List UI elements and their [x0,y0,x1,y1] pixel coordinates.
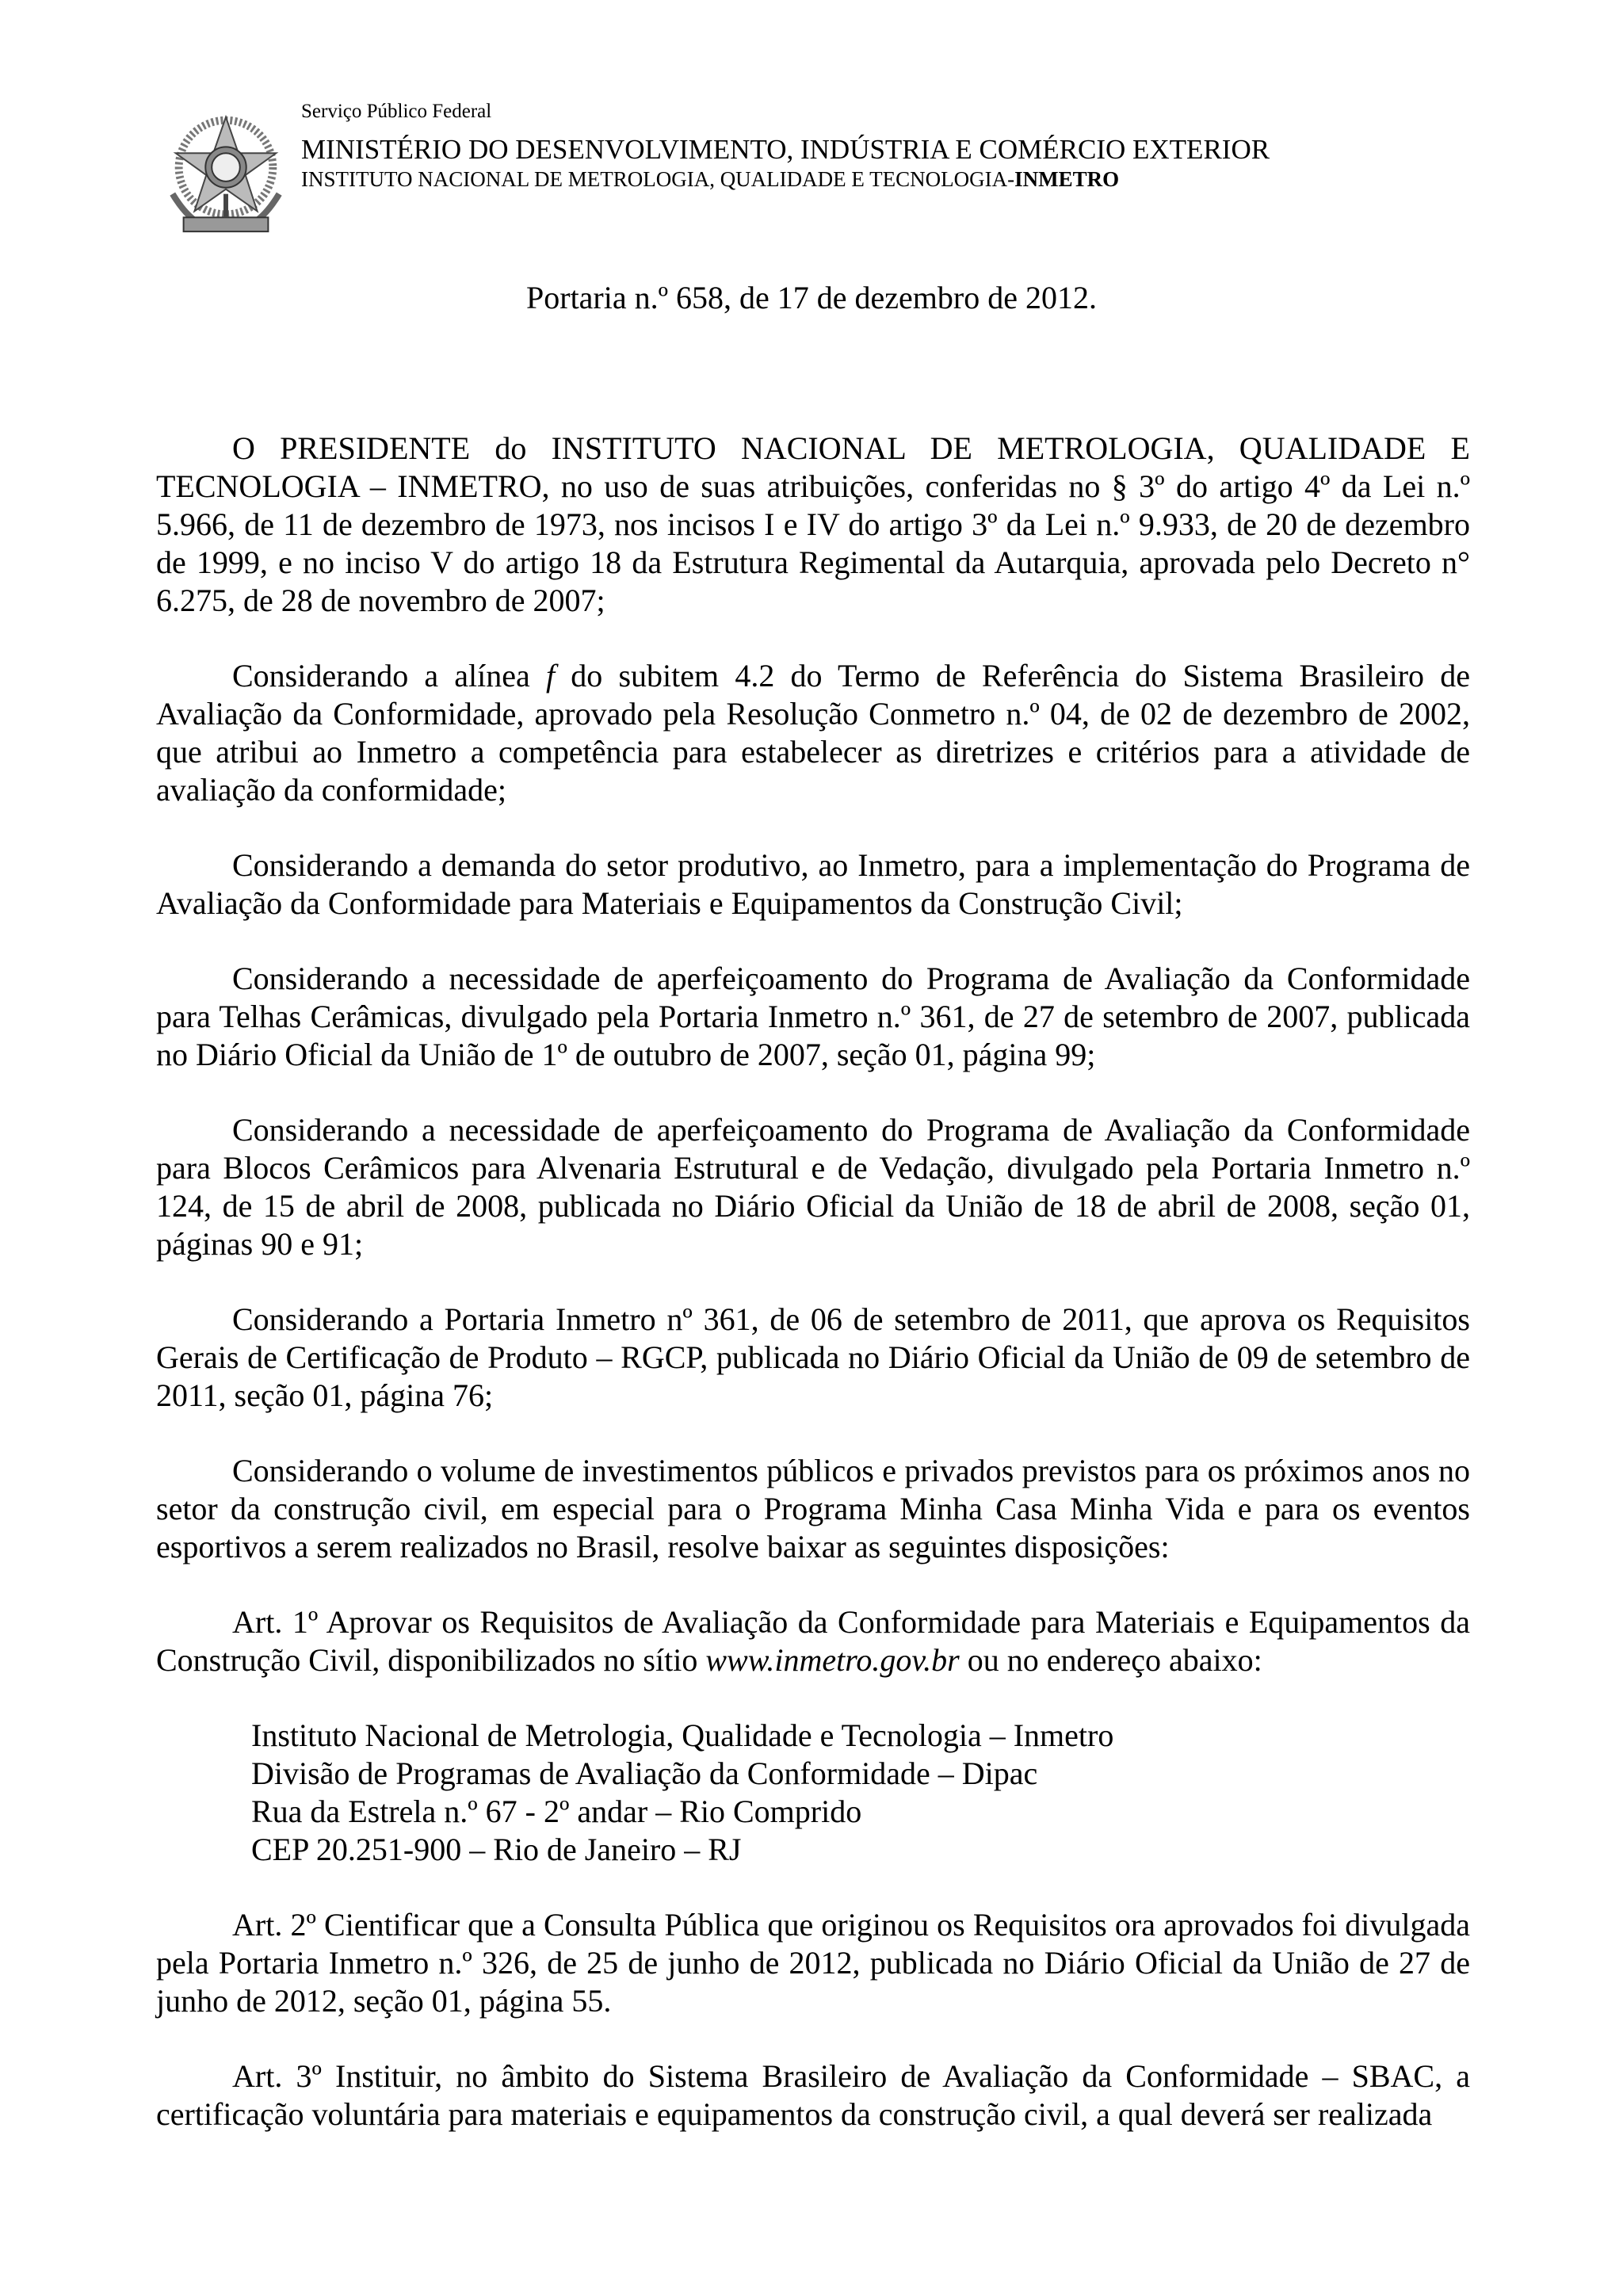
address-line: CEP 20.251-900 – Rio de Janeiro – RJ [251,1832,742,1867]
institute-acronym: INMETRO [1014,167,1120,191]
service-label: Serviço Público Federal [301,101,492,122]
ministry-name: MINISTÉRIO DO DESENVOLVIMENTO, INDÚSTRIA E COMÉRCIO EXTERIOR [301,134,1270,165]
paragraph-considering-3: Considerando a necessidade de aperfeiçoamento do Programa de Avaliação da Conformidade para Telhas Cerâmicas, divulgado pela Portaria Inmetro n.º 361, de 27 de setembro de 2007, publicada no Diário Oficial da União de 1º de outubro de 2007, seção 01, página 99; [156,961,1470,1072]
document-body [156,430,1470,2171]
paragraph-preamble: O PRESIDENTE do INSTITUTO NACIONAL DE METROLOGIA, QUALIDADE E TECNOLOGIA – INMETRO, no uso de suas atribuições, conferidas no § 3º do artigo 4º da Lei n.º 5.966, de 11 de dezembro de 1973, nos incisos I e IV do artigo 3º da Lei n.º 9.933, de 20 de dezembro de 1999, e no inciso V do artigo 18 da Estrutura Regimental da Autarquia, aprovada pelo Decreto n° 6.275, de 28 de novembro de 2007; [156,430,1470,618]
address-line: Rua da Estrela n.º 67 - 2º andar – Rio Comprido [251,1794,862,1829]
paragraph-article-1 [156,1603,1470,1679]
paragraph-considering-1 [156,657,1470,809]
paragraph-considering-2: Considerando a demanda do setor produtivo, ao Inmetro, para a implementação do Programa de Avaliação da Conformidade para Materiais e Equipamentos da Construção Civil; [156,847,1470,921]
text-segment: do subitem 4.2 do Termo de Referência do Sistema Brasileiro de Avaliação da Conformidade, aprovado pela Resolução Conmetro n.º 04, de 02 de dezembro de 2002, que atribui ao Inmetro a competência para estabelecer as diretrizes e critérios para a atividade de avaliação da conformidade; [156,658,1470,808]
address-block [156,1717,1470,1869]
paragraph-article-3: Art. 3º Instituir, no âmbito do Sistema Brasileiro de Avaliação da Conformidade – SBAC, a certificação voluntária para materiais e equipamentos da construção civil, a qual deverá ser realizada [156,2058,1470,2132]
institute-name [301,166,1270,192]
institute-prefix: INSTITUTO NACIONAL DE METROLOGIA, QUALIDADE E TECNOLOGIA- [301,167,1015,191]
text-segment: Art. 1º Aprovar os Requisitos de Avaliação da Conformidade para Materiais e Equipamentos da Construção Civil, disponibilizados no sítio [156,1604,1470,1678]
paragraph-considering-4: Considerando a necessidade de aperfeiçoamento do Programa de Avaliação da Conformidade para Blocos Cerâmicos para Alvenaria Estrutural e de Vedação, divulgado pela Portaria Inmetro n.º 124, de 15 de abril de 2008, publicada no Diário Oficial da União de 18 de abril de 2008, seção 01, páginas 90 e 91; [156,1112,1470,1262]
website-link[interactable]: www.inmetro.gov.br [705,1642,960,1678]
address-line: Divisão de Programas de Avaliação da Conformidade – Dipac [251,1755,1038,1791]
document-title: Portaria n.º 658, de 17 de dezembro de 2012. [526,280,1097,315]
address-line: Instituto Nacional de Metrologia, Qualidade e Tecnologia – Inmetro [251,1717,1114,1753]
text-segment: ou no endereço abaixo: [959,1642,1262,1678]
document-header [155,100,1503,243]
brazil-coat-of-arms-icon [155,100,296,241]
header-text [301,100,1270,192]
text-segment: Considerando a alínea [232,658,546,693]
italic-segment: f [545,658,556,693]
paragraph-considering-5: Considerando a Portaria Inmetro nº 361, de 06 de setembro de 2011, que aprova os Requisitos Gerais de Certificação de Produto – RGCP, publicada no Diário Oficial da União de 09 de setembro de 2011, seção 01, página 76; [156,1301,1470,1413]
paragraph-article-2: Art. 2º Cientificar que a Consulta Pública que originou os Requisitos ora aprovados foi divulgada pela Portaria Inmetro n.º 326, de 25 de junho de 2012, publicada no Diário Oficial da União de 27 de junho de 2012, seção 01, página 55. [156,1907,1470,2019]
paragraph-considering-6: Considerando o volume de investimentos públicos e privados previstos para os próximos anos no setor da construção civil, em especial para o Programa Minha Casa Minha Vida e para os eventos esportivos a serem realizados no Brasil, resolve baixar as seguintes disposições: [156,1453,1470,1564]
